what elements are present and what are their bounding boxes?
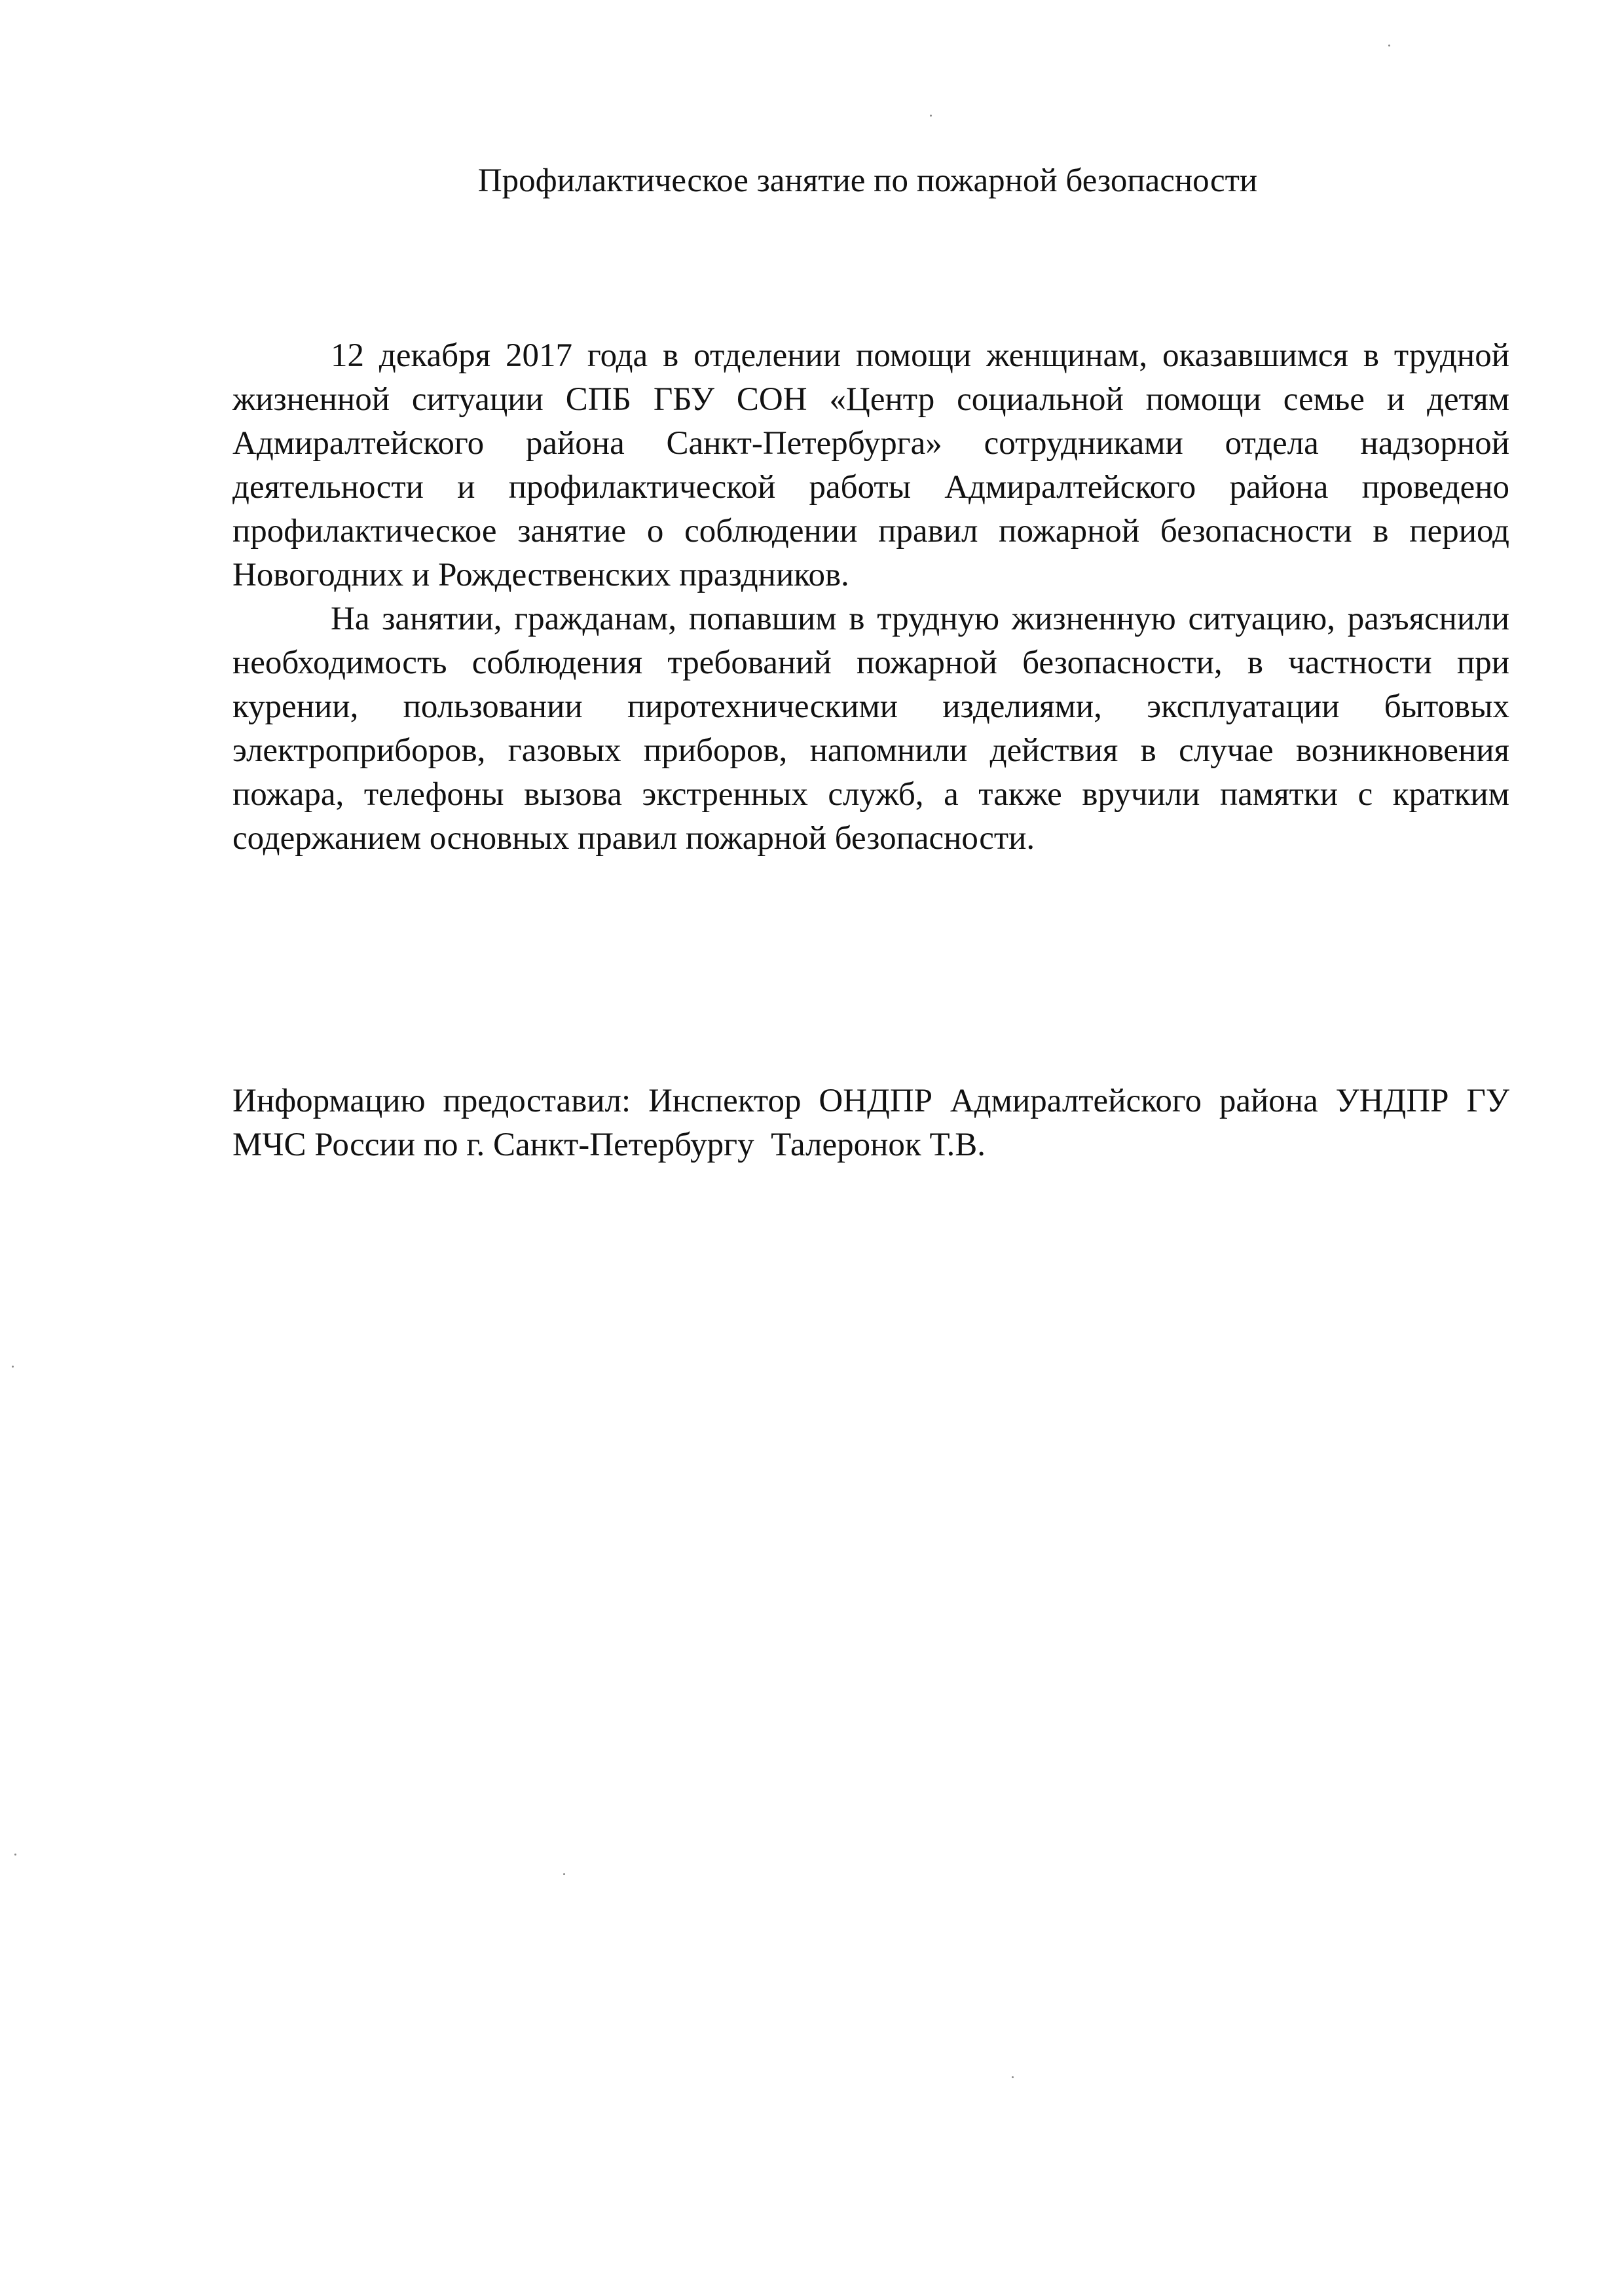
scan-speck: [930, 115, 932, 117]
scan-speck: [1012, 2076, 1014, 2078]
paragraph: На занятии, гражданам, попавшим в трудную жизненную ситуацию, разъяснили необходимость соблюдения требований пожарной безопасности, в частности при курении, пользовании пиротехническими изделиями, эксплуатации бытовых электроприборов, газовых приборов, напомнили действия в случае возникновения пожара, телефоны вызова экстренных служб, а также вручили памятки с кратким содержанием основных правил пожарной безопасности.: [232, 601, 1509, 857]
document-title: Профилактическое занятие по пожарной безопасности: [477, 162, 1258, 199]
scan-speck: [563, 1873, 565, 1875]
scan-speck: [14, 1854, 16, 1856]
scan-speck: [12, 1366, 14, 1368]
scan-speck: [1388, 45, 1390, 47]
signature-block: Информацию предоставил: Инспектор ОНДПР Адмиралтейского района УНДПР ГУ МЧС России по г. Санкт-Петербургу Талеронок Т.В.: [232, 1083, 1518, 1163]
document-body: [232, 334, 1509, 861]
paragraph: 12 декабря 2017 года в отделении помощи женщинам, оказавшимся в трудной жизненной ситуации СПБ ГБУ СОН «Центр социальной помощи семье и детям Адмиралтейского района Санкт-Петербурга» сотрудниками отдела надзорной деятельности и профилактической работы Адмиралтейского района проведено профилактическое занятие о соблюдении правил пожарной безопасности в период Новогодних и Рождественских праздников.: [232, 337, 1509, 593]
